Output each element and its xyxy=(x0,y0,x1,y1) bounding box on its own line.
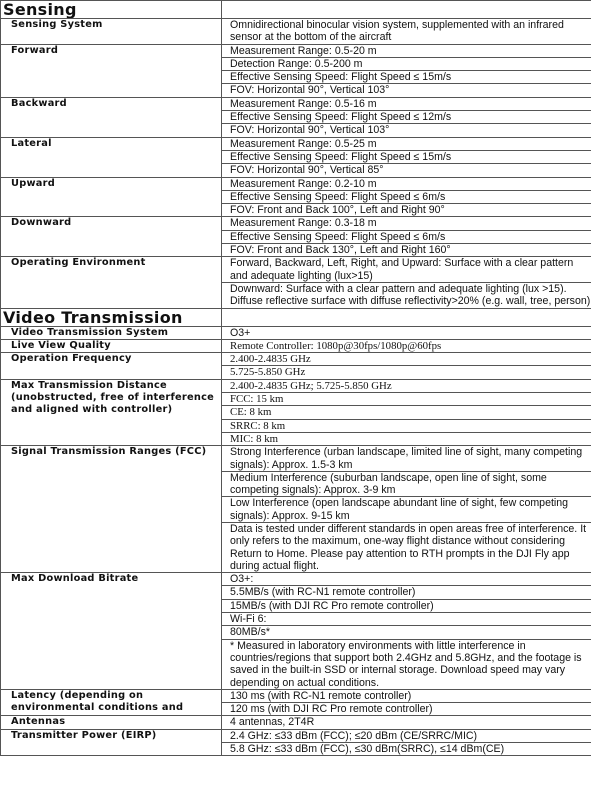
spec-value: 2.400-2.4835 GHz; 5.725-5.850 GHz xyxy=(222,379,591,392)
section-title: Sensing xyxy=(1,1,222,19)
table-row xyxy=(1,97,591,110)
table-row xyxy=(1,729,591,742)
spec-value: Low Interference (open landscape abundant line of sight, few competing signals): Approx. 9-15 km xyxy=(222,497,591,523)
table-row xyxy=(1,446,591,472)
spec-value: Measurement Range: 0.3-18 m xyxy=(222,217,591,230)
spec-value: 120 ms (with DJI RC Pro remote controller) xyxy=(222,703,591,716)
spec-value: 5.8 GHz: ≤33 dBm (FCC), ≤30 dBm(SRRC), ≤14 dBm(CE) xyxy=(222,743,591,756)
section-header-blank xyxy=(222,308,591,326)
spec-value: 4 antennas, 2T4R xyxy=(222,716,591,729)
spec-value: * Measured in laboratory environments with little interference in countries/regions that support both 2.4GHz and 5.8GHz, and the footage is saved in the built-in SSD or internal storage. Download speed may vary depending on actual conditions. xyxy=(222,639,591,689)
spec-value: FOV: Front and Back 130°, Left and Right 160° xyxy=(222,244,591,257)
spec-label: Transmitter Power (EIRP) xyxy=(1,729,222,756)
spec-value: 80MB/s* xyxy=(222,626,591,639)
table-row xyxy=(1,379,591,392)
spec-value: FOV: Horizontal 90°, Vertical 103° xyxy=(222,124,591,137)
spec-value: Data is tested under different standards in open areas free of interference. It only refers to the maximum, one-way flight distance without considering Return to Home. Please pay attention to RTH prompts in the DJI Fly app during actual flight. xyxy=(222,522,591,572)
section-header-row xyxy=(1,1,591,19)
spec-value: FOV: Front and Back 100°, Left and Right 90° xyxy=(222,204,591,217)
table-row xyxy=(1,573,591,586)
spec-value: 130 ms (with RC-N1 remote controller) xyxy=(222,689,591,702)
table-row xyxy=(1,44,591,57)
spec-label: Operating Environment xyxy=(1,257,222,308)
spec-label: Upward xyxy=(1,177,222,217)
section-title: Video Transmission xyxy=(1,308,222,326)
spec-label: Backward xyxy=(1,97,222,137)
spec-value: Effective Sensing Speed: Flight Speed ≤ 6m/s xyxy=(222,190,591,203)
spec-table-body xyxy=(1,1,591,756)
spec-value: Downward: Surface with a clear pattern and adequate lighting (lux >15). Diffuse reflective surface with diffuse reflectivity>20% (e.g. wall, tree, person) xyxy=(222,282,591,308)
table-row xyxy=(1,716,591,729)
spec-value: Strong Interference (urban landscape, limited line of sight, many competing signals): Approx. 1.5-3 km xyxy=(222,446,591,472)
spec-label: Max Transmission Distance (unobstructed, free of interference and aligned with controller) xyxy=(1,379,222,445)
spec-value: CE: 8 km xyxy=(222,406,591,419)
section-header-row xyxy=(1,308,591,326)
spec-value: 5.5MB/s (with RC-N1 remote controller) xyxy=(222,586,591,599)
table-row xyxy=(1,689,591,702)
spec-value: Effective Sensing Speed: Flight Speed ≤ 15m/s xyxy=(222,71,591,84)
spec-label: Operation Frequency xyxy=(1,353,222,380)
spec-value: Effective Sensing Speed: Flight Speed ≤ 6m/s xyxy=(222,230,591,243)
table-row xyxy=(1,177,591,190)
spec-label: Antennas xyxy=(1,716,222,729)
spec-value: FOV: Horizontal 90°, Vertical 85° xyxy=(222,164,591,177)
spec-value: Effective Sensing Speed: Flight Speed ≤ 15m/s xyxy=(222,150,591,163)
spec-value: 15MB/s (with DJI RC Pro remote controller) xyxy=(222,599,591,612)
spec-label: Video Transmission System xyxy=(1,326,222,339)
table-row xyxy=(1,339,591,352)
spec-value: Measurement Range: 0.5-20 m xyxy=(222,44,591,57)
spec-value: MIC: 8 km xyxy=(222,432,591,445)
section-header-blank xyxy=(222,1,591,19)
spec-value: Effective Sensing Speed: Flight Speed ≤ 12m/s xyxy=(222,111,591,124)
spec-value: Omnidirectional binocular vision system, supplemented with an infrared sensor at the bottom of the aircraft xyxy=(222,19,591,45)
spec-value: 5.725-5.850 GHz xyxy=(222,366,591,379)
spec-value: O3+: xyxy=(222,573,591,586)
spec-value: SRRC: 8 km xyxy=(222,419,591,432)
spec-label: Signal Transmission Ranges (FCC) xyxy=(1,446,222,573)
spec-value: Measurement Range: 0.5-16 m xyxy=(222,97,591,110)
spec-value: Medium Interference (suburban landscape, open line of sight, some competing signals): Approx. 3-9 km xyxy=(222,471,591,497)
spec-value: 2.4 GHz: ≤33 dBm (FCC); ≤20 dBm (CE/SRRC/MIC) xyxy=(222,729,591,742)
spec-label: Downward xyxy=(1,217,222,257)
table-row xyxy=(1,217,591,230)
spec-value: FOV: Horizontal 90°, Vertical 103° xyxy=(222,84,591,97)
table-row xyxy=(1,137,591,150)
spec-label: Live View Quality xyxy=(1,339,222,352)
spec-value: Remote Controller: 1080p@30fps/1080p@60fps xyxy=(222,339,591,352)
spec-value: 2.400-2.4835 GHz xyxy=(222,353,591,366)
spec-value: Forward, Backward, Left, Right, and Upward: Surface with a clear pattern and adequate lighting (lux>15) xyxy=(222,257,591,283)
spec-value: Measurement Range: 0.2-10 m xyxy=(222,177,591,190)
spec-label: Max Download Bitrate xyxy=(1,573,222,690)
spec-label: Lateral xyxy=(1,137,222,177)
table-row xyxy=(1,353,591,366)
spec-label: Sensing System xyxy=(1,19,222,45)
table-row xyxy=(1,257,591,283)
table-row xyxy=(1,19,591,45)
spec-value: FCC: 15 km xyxy=(222,393,591,406)
spec-value: Detection Range: 0.5-200 m xyxy=(222,57,591,70)
spec-label: Latency (depending on environmental conditions and xyxy=(1,689,222,716)
spec-value: O3+ xyxy=(222,326,591,339)
spec-value: Measurement Range: 0.5-25 m xyxy=(222,137,591,150)
table-row xyxy=(1,326,591,339)
spec-label: Forward xyxy=(1,44,222,97)
spec-value: Wi-Fi 6: xyxy=(222,613,591,626)
